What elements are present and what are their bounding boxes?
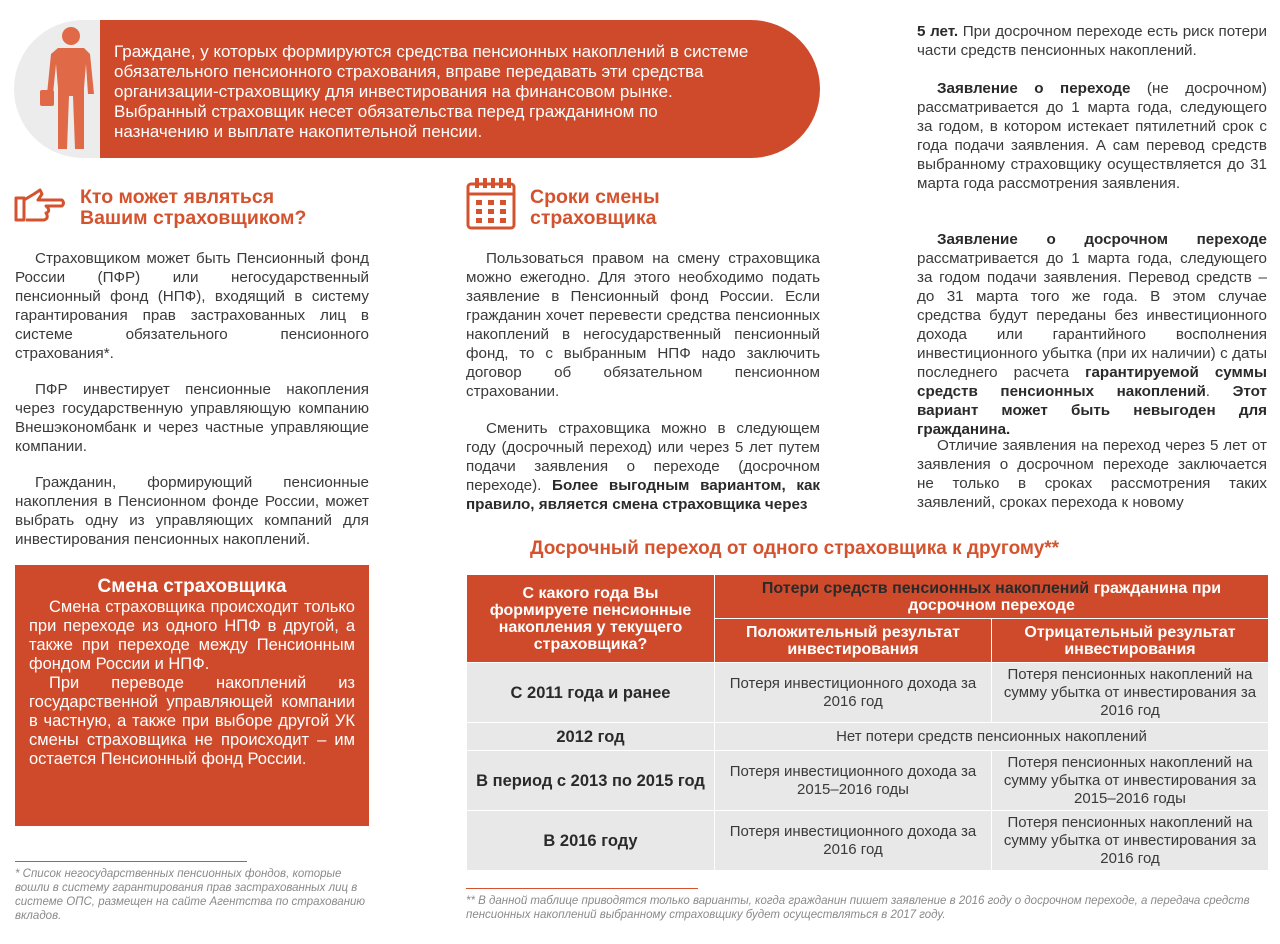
table-head-year: С какого года Вы формируете пенсионные накопления у текущего страховщика?	[467, 575, 715, 663]
col3-p1-bold: Заявление о переходе	[937, 80, 1131, 97]
col1-paragraph-3	[15, 473, 369, 549]
col3-p2-bold: Заявление о досрочном переходе	[937, 231, 1267, 248]
pointing-hand-icon	[14, 188, 66, 224]
col2-paragraph-1	[466, 249, 820, 401]
box-body	[15, 598, 369, 769]
col3-paragraph-2: Заявление о досрочном переходе рассматривается до 1 марта года, следующего за годом подачи заявления. Перевод средств – до 31 марта того же года. В этом случае средства будут переданы без инвестиционного дохода или гарантийного восполнения инвестиционного убытка (при их наличии) с даты последнего расчета гарантируемой суммы средств пенсионных накоплений. Этот вариант может быть невыгоден для гражданина.	[917, 231, 1267, 438]
table-cell-year: В период с 2013 по 2015 год	[467, 751, 715, 811]
box-p2: При переводе накоплений из государственной управляющей компании в частную, а также при выборе другой УК смены страховщика не происходит – им остается Пенсионный фонд России.	[29, 674, 355, 768]
col3-paragraph-0	[917, 22, 1267, 60]
col3-p1-text: (не досрочном) рассматривается до 1 марта года, следующего за годом, в котором истекает пятилетний срок с года подачи заявления. А сам перевод средств выбранному страховщику осуществляется до 31 марта года рассмотрения заявления.	[917, 80, 1267, 192]
table-cell-positive: Потеря инвестиционного дохода за 2016 год	[715, 811, 992, 871]
col1-paragraph-2	[15, 380, 369, 456]
col2-p2-bold: Более выгодным вариантом, как правило, является смена страховщика через	[466, 477, 820, 513]
footnote-divider-1	[15, 861, 247, 862]
businessman-icon	[38, 24, 108, 154]
table-head-negative: Отрицательный результат инвестирования	[992, 619, 1269, 663]
col3-p0-bold: 5 лет.	[917, 23, 959, 40]
banner-text: Граждане, у которых формируются средства пенсионных накоплений в системе обязательного пенсионного страхования, вправе передавать эти средства организации-страховщику для инвестирования на финансовом рынке. Выбранный страховщик несет обязательства перед гражданином по назначению и выплате накопительной пенсии.	[114, 42, 749, 141]
box-title: Смена страховщика	[97, 576, 287, 597]
col1-heading-line1: Кто может являться	[80, 186, 275, 208]
col1-footnote: * Список негосударственных пенсионных фондов, которые вошли в систему гарантирования прав застрахованных лиц в системе ОПС, размещен на сайте Агентства по страхованию вкладов.	[15, 868, 366, 922]
col2-heading	[530, 187, 660, 229]
table-cell-year: С 2011 года и ранее	[467, 663, 715, 723]
col3-p3-text: Отличие заявления на переход через 5 лет от заявления о досрочном переходе заключается не только в сроках рассмотрения таких заявлений, сроках перехода к новому	[917, 437, 1267, 511]
table-cell-year: В 2016 году	[467, 811, 715, 871]
table-title: Досрочный переход от одного страховщика к другому**	[530, 538, 1060, 559]
col1-heading-line2: Вашим страховщиком?	[80, 207, 307, 229]
col2-p1-text: Пользоваться правом на смену страховщика можно ежегодно. Для этого необходимо подать заявление в Пенсионный фонд России. Если гражданин хочет перевести средства пенсионных накоплений в негосударственный пенсионный фонд, то с выбранным НПФ надо заключить договор об обязательном пенсионном страховании.	[466, 250, 820, 400]
table-row	[467, 751, 1269, 811]
table-header-row-1	[467, 575, 1269, 619]
col1-p3-text: Гражданин, формирующий пенсионные накопления в Пенсионном фонде России, может выбрать одну из управляющих компаний для инвестирования пенсионных накоплений.	[15, 474, 369, 548]
col3-p2-text: рассматривается до 1 марта года, следующего за годом подачи заявления. Перевод средств – до 31 марта того же года. В этом случае средства будут переданы без инвестиционного дохода или гарантийного восполнения инвестиционного убытка (при их наличии) с даты последнего расчета	[917, 250, 1267, 381]
footnote-divider-2	[466, 888, 698, 889]
table-head-positive: Положительный результат инвестирования	[715, 619, 992, 663]
table-row	[467, 663, 1269, 723]
table-head-losses	[715, 575, 1269, 619]
table-cell-positive: Потеря инвестиционного дохода за 2016 год	[715, 663, 992, 723]
col2-heading-line2: страховщика	[530, 207, 657, 229]
col1-p2-text: ПФР инвестирует пенсионные накопления через государственную управляющую компанию Внешэкономбанк и через частные управляющие компании.	[15, 381, 369, 455]
table-cell-negative: Потеря пенсионных накоплений на сумму убытка от инвестирования за 2015–2016 годы	[992, 751, 1269, 811]
col1-heading	[80, 187, 306, 229]
table-cell-merged: Нет потери средств пенсионных накоплений	[715, 723, 1269, 751]
calendar-icon	[466, 176, 516, 230]
col3-paragraph-3	[917, 436, 1267, 512]
col1-p1-text: Страховщиком может быть Пенсионный фонд России (ПФР) или негосударственный пенсионный фонд (НПФ), входящий в систему гарантирования прав застрахованных лиц в системе обязательного пенсионного страхования*.	[15, 250, 369, 362]
table-cell-year: 2012 год	[467, 723, 715, 751]
col3-p0-text: При досрочном переходе есть риск потери части средств пенсионных накоплений.	[917, 23, 1267, 59]
table-cell-negative: Потеря пенсионных накоплений на сумму убытка от инвестирования за 2016 год	[992, 663, 1269, 723]
table-row	[467, 723, 1269, 751]
col3-p2-bold3: Этот вариант может быть невыгоден для гражданина.	[917, 383, 1267, 438]
col2-p2-text: Сменить страховщика можно в следующем году (досрочный переход) или через 5 лет путем подачи заявления о переходе (досрочном переходе).	[466, 420, 820, 494]
table-row	[467, 811, 1269, 871]
col3-p2-bold2: гарантируемой суммы средств пенсионных накоплений	[917, 364, 1267, 400]
table-cell-negative: Потеря пенсионных накоплений на сумму убытка от инвестирования за 2016 год	[992, 811, 1269, 871]
table-cell-positive: Потеря инвестиционного дохода за 2015–2016 годы	[715, 751, 992, 811]
intro-banner	[14, 20, 820, 158]
table-head-losses-dark: Потери средств пенсионных накоплений	[761, 579, 1090, 597]
table-footnote: ** В данной таблице приводятся только варианты, когда гражданин пишет заявление в 2016 году о досрочном переходе, а передача средств пенсионных накоплений выбранному страховщику будет осуществляться в 2017 году.	[466, 895, 1250, 921]
insurer-change-box	[15, 565, 369, 826]
col3-paragraph-1	[917, 79, 1267, 193]
col2-paragraph-2	[466, 419, 820, 514]
table-head-losses-light: гражданина при досрочном переходе	[908, 579, 1222, 614]
col1-paragraph-1	[15, 249, 369, 363]
early-transfer-table	[466, 574, 1269, 871]
box-p1: Смена страховщика происходит только при переходе из одного НПФ в другой, а также при переходе между Пенсионным фондом России и НПФ.	[29, 598, 355, 673]
col2-heading-line1: Сроки смены	[530, 186, 660, 208]
